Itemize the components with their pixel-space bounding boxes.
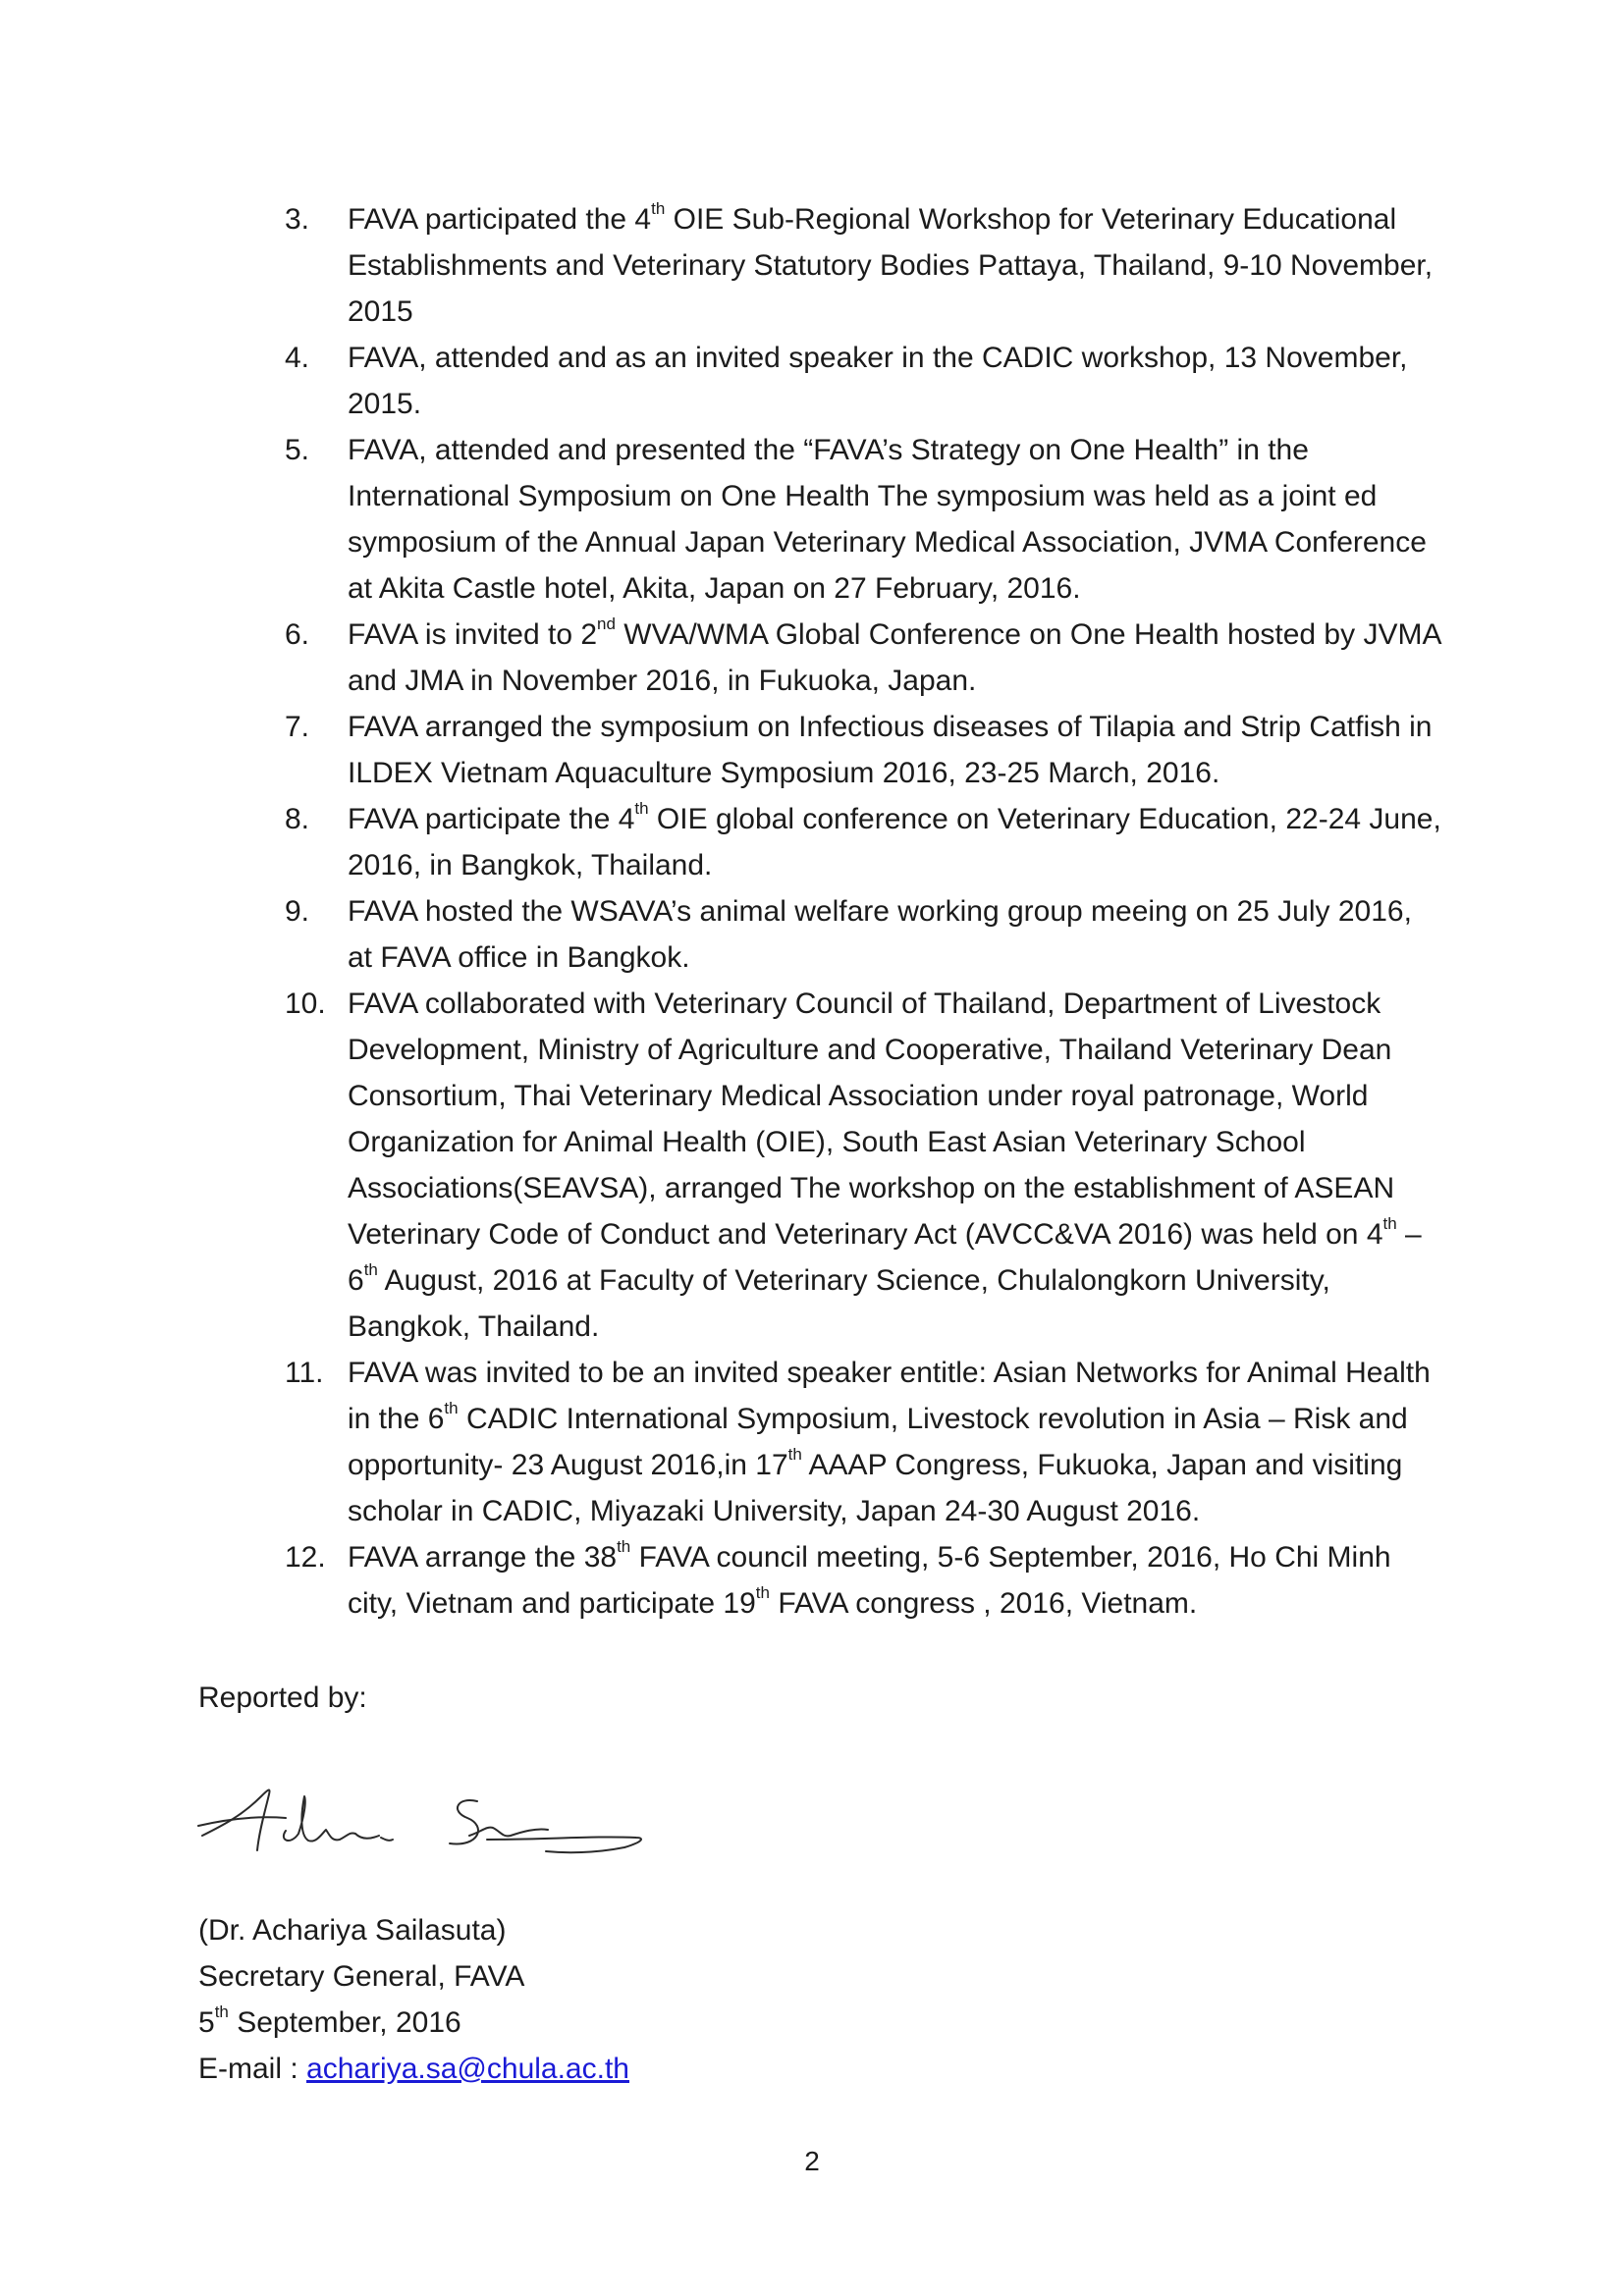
text-segment: FAVA is invited to 2 [348,618,598,651]
list-item [285,888,1443,981]
signoff-date [198,2000,629,2046]
list-item-number: 5. [285,434,310,466]
reported-by-label: Reported by: [198,1682,367,1714]
email-line [198,2046,629,2092]
list-item-text [348,799,1441,881]
list-item-number: 8. [285,803,310,835]
list-item [285,196,1443,335]
text-segment: FAVA congress , 2016, Vietnam. [769,1587,1198,1620]
text-segment: FAVA, attended and as an invited speaker in the CADIC workshop, 13 November, 2015. [348,342,1408,420]
ordinal-superscript: th [617,1537,631,1556]
ordinal-superscript: nd [597,614,616,633]
email-link[interactable]: achariya.sa@chula.ac.th [306,2053,629,2085]
text-segment: FAVA hosted the WSAVA’s animal welfare working group meeing on 25 July 2016, at FAVA office in Bangkok. [348,895,1412,974]
list-item-number: 10. [285,988,326,1020]
list-item-number: 6. [285,618,310,651]
list-item-text [348,434,1427,605]
list-item-text [348,342,1408,420]
list-item-number: 11. [285,1357,324,1389]
signoff-block [198,1907,629,2092]
text-segment: FAVA was invited to be an invited speaker entitle: Asian Networks for Animal Health in the 6 [348,1357,1431,1435]
date-rest: September, 2016 [228,2006,461,2039]
text-segment: FAVA, attended and presented the “FAVA’s Strategy on One Health” in the International Symposium on One Health The symposium was held as a joint ed symposium of the Annual Japan Veterinary Medical Association, JVMA Conference at Akita Castle hotel, Akita, Japan on 27 February, 2016. [348,434,1427,605]
page-number: 2 [804,2146,820,2176]
date-day: 5 [198,2006,215,2039]
text-segment: WVA/WMA Global Conference on One Health hosted by JVMA and JMA in November 2016, in Fukuoka, Japan. [348,618,1440,697]
list-item-text [348,199,1434,328]
activity-list [285,196,1443,1627]
list-item-number: 9. [285,895,310,928]
list-item-text [348,614,1440,697]
ordinal-superscript: th [363,1260,378,1279]
list-item-text [348,1537,1391,1620]
list-item [285,612,1443,704]
text-segment: FAVA council meeting, 5-6 September, 2016, Ho Chi Minh city, Vietnam and participate 19 [348,1541,1391,1620]
ordinal-superscript: th [755,1583,770,1602]
list-item-number: 3. [285,203,310,236]
signatory-name: (Dr. Achariya Sailasuta) [198,1914,507,1947]
text-segment: AAAP Congress, Fukuoka, Japan and visiting scholar in CADIC, Miyazaki University, Japan 24-30 August 2016. [348,1449,1403,1527]
ordinal-superscript: th [787,1445,802,1464]
list-item-number: 12. [285,1541,326,1574]
ordinal-superscript: th [634,799,649,818]
list-item-number: 4. [285,342,310,374]
list-item-text [348,1357,1431,1527]
text-segment: FAVA arrange the 38 [348,1541,618,1574]
text-segment: FAVA participated the 4 [348,203,652,236]
list-item-text [348,711,1432,789]
list-item [285,1534,1443,1627]
text-segment: FAVA collaborated with Veterinary Council of Thailand, Department of Livestock Development, Ministry of Agriculture and Cooperative, Thailand Veterinary Dean Consortium, Thai Veterinary Medical Association under royal patronage, World Organization for Animal Health (OIE), South East Asian Veterinary School Associations(SEAVSA), arranged The workshop on the establishment of ASEAN Veterinary Code of Conduct and Veterinary Act (AVCC&VA 2016) was held on 4 [348,988,1395,1251]
list-item [285,796,1443,888]
list-item [285,704,1443,796]
text-segment: CADIC International Symposium, Livestock revolution in Asia – Risk and opportunity- 23 August 2016,in 17 [348,1403,1408,1481]
text-segment: OIE Sub-Regional Workshop for Veterinary Educational Establishments and Veterinary Statutory Bodies Pattaya, Thailand, 9-10 November, 2015 [348,203,1434,328]
handwritten-signature [192,1757,664,1875]
ordinal-superscript: th [1382,1214,1397,1233]
list-item [285,427,1443,612]
text-segment: August, 2016 at Faculty of Veterinary Science, Chulalongkorn University, Bangkok, Thailand. [348,1264,1330,1343]
signatory-title: Secretary General, FAVA [198,1960,525,1993]
text-segment: – 6 [348,1218,1422,1297]
list-item-number: 7. [285,711,310,743]
list-item [285,1350,1443,1534]
ordinal-superscript: th [651,199,666,218]
email-label: E-mail : [198,2053,307,2085]
list-item-text [348,895,1412,974]
text-segment: FAVA arranged the symposium on Infectious diseases of Tilapia and Strip Catfish in ILDEX Vietnam Aquaculture Symposium 2016, 23-25 March, 2016. [348,711,1433,789]
date-ordinal: th [214,2002,229,2021]
list-item-text [348,988,1422,1343]
text-segment: OIE global conference on Veterinary Education, 22-24 June, 2016, in Bangkok, Thailand. [348,803,1441,881]
text-segment: FAVA participate the 4 [348,803,635,835]
list-item [285,981,1443,1350]
ordinal-superscript: th [444,1399,459,1417]
list-item [285,335,1443,427]
